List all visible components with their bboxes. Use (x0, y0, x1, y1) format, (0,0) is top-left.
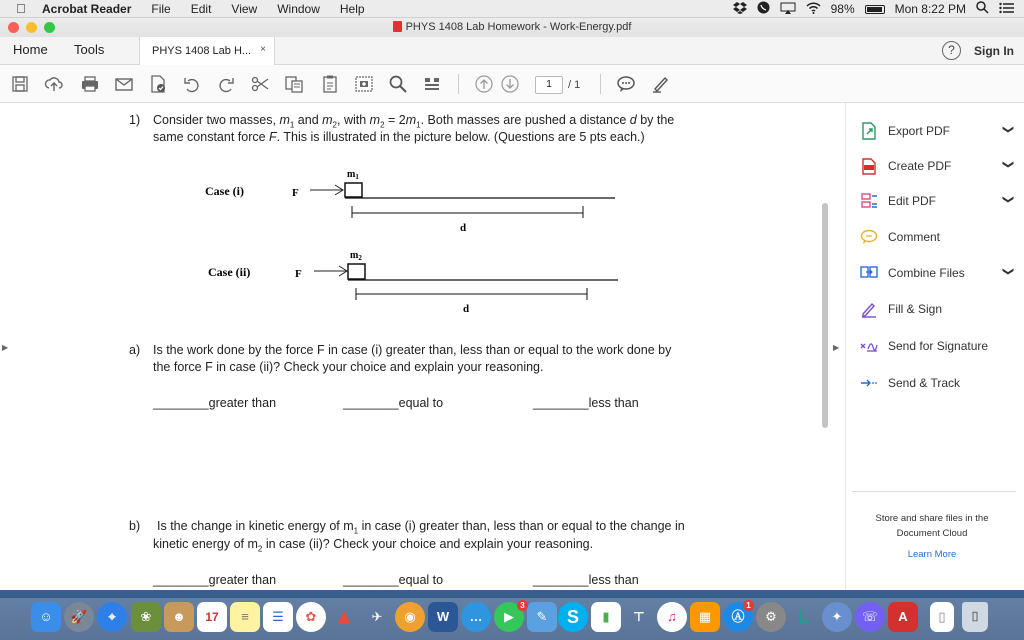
question-1-line1: Consider two masses, $m_1$ and $m_2$, with $m_2 = 2m_1$. Both masses are pushed a distance d by the (153, 113, 675, 130)
word-icon[interactable]: W (428, 602, 458, 632)
mass-2-block (348, 264, 365, 279)
distance-label-case-1: d (460, 222, 467, 234)
chevron-down-icon[interactable]: ❯ (1002, 124, 1015, 135)
comment-icon[interactable] (616, 74, 636, 94)
case-2-label: Case (ii) (208, 265, 251, 279)
fit-page-icon[interactable] (422, 74, 442, 94)
force-arrow-case-2 (314, 266, 347, 276)
tool-send-for-signature[interactable]: Send for Signature (858, 335, 1018, 357)
tool-comment[interactable]: Comment (858, 226, 1018, 248)
comment-icon (860, 228, 878, 246)
calendar-icon[interactable]: 17 (197, 602, 227, 632)
question-a-line1: Is the work done by the force F in case (i) greater than, less than or equal to the work done by (153, 343, 672, 357)
app-store-alt-icon[interactable]: Ⓐ (723, 602, 753, 632)
help-button[interactable]: ? (942, 41, 961, 60)
panel-divider (852, 491, 1016, 492)
lync-icon[interactable]: L (797, 606, 811, 628)
page-total: / 1 (568, 79, 581, 91)
learn-more-link[interactable]: Learn More (907, 549, 957, 560)
facetime-icon[interactable]: ▶ (494, 602, 524, 632)
tool-create-pdf[interactable]: Create PDF ❯ (858, 155, 1018, 177)
chrome-icon[interactable]: ◉ (395, 602, 425, 632)
menu-app-name[interactable]: Acrobat Reader (42, 1, 132, 16)
mass-1-block (345, 183, 362, 197)
choice-a-greater[interactable]: ________greater than (153, 396, 277, 410)
question-1-number: 1) (129, 113, 141, 127)
paste-icon[interactable] (320, 74, 340, 94)
pdf-file-icon (393, 21, 402, 32)
toolbar (0, 65, 1024, 103)
copy-icon[interactable] (284, 74, 304, 94)
vertical-scrollbar[interactable] (822, 203, 828, 428)
tab-tools[interactable]: Tools (74, 42, 105, 57)
dropbox-icon[interactable] (733, 2, 747, 17)
force-label-case-2: F (295, 268, 302, 280)
app-store-icon[interactable]: ✎ (527, 602, 557, 632)
previous-page-icon[interactable] (474, 74, 494, 94)
choice-b-equal[interactable]: ________equal to (343, 573, 444, 587)
distance-bracket-case-1 (352, 206, 583, 218)
tool-edit-pdf[interactable]: Edit PDF ❯ (858, 190, 1018, 212)
sign-document-icon[interactable] (148, 74, 168, 94)
force-diagram (190, 163, 630, 313)
app-icon[interactable]: ✈ (371, 609, 383, 624)
viber-icon[interactable] (757, 1, 770, 17)
battery-icon[interactable] (865, 5, 885, 14)
matlab-icon[interactable]: ▲ (333, 604, 355, 629)
save-icon[interactable] (10, 74, 30, 94)
chevron-down-icon[interactable]: ❯ (1002, 159, 1015, 170)
answer-blank: ________ (343, 573, 399, 587)
safari-icon[interactable]: ⌖ (97, 602, 127, 632)
question-a-number: a) (129, 343, 141, 357)
minimize-window-button[interactable] (26, 22, 37, 33)
trash-icon[interactable]: ⌷ (962, 602, 988, 632)
answer-blank: ________ (533, 396, 589, 410)
answer-blank: ________ (533, 573, 589, 587)
force-label-case-1: F (292, 187, 299, 199)
acrobat-icon[interactable]: A (888, 602, 918, 632)
export-pdf-icon (860, 122, 878, 140)
sign-in-button[interactable]: Sign In (974, 44, 1014, 58)
scissors-icon[interactable] (250, 74, 270, 94)
finder-icon[interactable]: ☺ (31, 602, 61, 632)
clock[interactable]: Mon 8:22 PM (894, 2, 966, 16)
photos-icon[interactable]: ✿ (296, 602, 326, 632)
page-number-input[interactable]: 1 (535, 76, 563, 94)
mass-2-label: $m_2$ (350, 250, 362, 262)
force-arrow-case-1 (310, 185, 343, 195)
toolbar-divider (458, 74, 459, 94)
chevron-down-icon[interactable]: ❯ (1002, 266, 1015, 277)
question-1-line2: same constant force F. This is illustrated in the picture below. (Questions are 5 pts each.) (153, 130, 645, 144)
tab-row (0, 37, 1024, 65)
case-1-label: Case (i) (205, 184, 244, 198)
choice-b-less[interactable]: ________less than (533, 573, 639, 587)
question-a-line2: the force F in case (ii)? Check your choice and explain your reasoning. (153, 360, 544, 374)
itunes-icon[interactable]: ♫ (657, 602, 687, 632)
skype-icon[interactable]: S (558, 602, 588, 632)
chevron-down-icon[interactable]: ❯ (1002, 194, 1015, 205)
email-icon[interactable] (114, 74, 134, 94)
status-area (733, 0, 1014, 18)
right-panel-toggle-icon[interactable]: ▶ (833, 343, 840, 352)
viber-app-icon[interactable]: ☏ (855, 602, 885, 632)
distance-bracket-case-2 (356, 288, 587, 300)
menu-help[interactable]: Help (339, 1, 365, 16)
document-view[interactable] (0, 103, 840, 590)
tool-export-pdf[interactable]: Export PDF ❯ (858, 120, 1018, 142)
battery-percent: 98% (830, 2, 855, 16)
highlight-pen-icon[interactable] (650, 74, 670, 94)
next-page-icon[interactable] (500, 74, 520, 94)
airplay-icon[interactable] (780, 2, 796, 17)
left-panel-toggle-icon[interactable]: ▶ (2, 343, 9, 352)
upload-cloud-icon[interactable] (44, 74, 64, 94)
redo-icon[interactable] (216, 74, 236, 94)
photo-app-icon[interactable]: ❀ (131, 602, 161, 632)
answer-blank: ________ (153, 396, 209, 410)
menu-file[interactable]: File (151, 1, 171, 16)
tool-send-track[interactable]: Send & Track (858, 372, 1018, 394)
system-preferences-icon[interactable]: ⚙ (756, 602, 786, 632)
mass-1-label: $m_1$ (347, 169, 359, 181)
answer-blank: ________ (343, 396, 399, 410)
tool-combine-files[interactable]: Combine Files ❯ (858, 262, 1018, 284)
document-stack-icon[interactable]: ▯ (930, 602, 954, 632)
choice-b-greater[interactable]: ________greater than (153, 573, 277, 587)
window-controls (8, 22, 55, 33)
menu-edit[interactable]: Edit (190, 1, 212, 16)
apple-icon[interactable] (16, 1, 30, 16)
choice-a-less[interactable]: ________less than (533, 396, 639, 410)
dock (0, 590, 1024, 640)
tab-document-label: PHYS 1408 Lab H... (152, 45, 252, 57)
question-b-line2: kinetic energy of $m_2$ in case (ii)? Check your choice and explain your reasoning. (153, 537, 594, 554)
document-cloud-promo: Store and share files in the Document Cloud (875, 513, 989, 539)
snapshot-icon[interactable] (354, 74, 374, 94)
print-icon[interactable] (80, 74, 100, 94)
question-b-number: b) (129, 519, 141, 533)
messages-icon[interactable]: … (461, 602, 491, 632)
wifi-icon[interactable] (806, 2, 821, 17)
app-icon[interactable]: ✦ (822, 602, 852, 632)
launchpad-icon[interactable]: 🚀 (64, 602, 94, 632)
notes-icon[interactable]: ≡ (230, 602, 260, 632)
battery-fill (867, 7, 883, 12)
update-badge: 1 (743, 600, 754, 611)
ibooks-icon[interactable]: ▦ (690, 602, 720, 632)
menubar (0, 0, 1024, 18)
notification-badge: 3 (517, 600, 528, 611)
zoom-window-button[interactable] (44, 22, 55, 33)
tab-document[interactable] (139, 37, 275, 65)
create-pdf-icon (860, 157, 878, 175)
question-b-line1: Is the change in kinetic energy of $m_1$ in case (i) greater than, less than or equal to the change in (157, 519, 685, 536)
menu-view[interactable]: View (231, 1, 258, 16)
edit-pdf-icon (860, 192, 878, 210)
tab-home[interactable]: Home (13, 42, 48, 57)
send-signature-icon (860, 337, 878, 355)
notification-center-icon[interactable] (999, 2, 1014, 17)
window-title: PHYS 1408 Lab Homework - Work-Energy.pdf (405, 21, 632, 33)
send-track-icon (860, 374, 878, 392)
fill-sign-icon (860, 300, 878, 318)
window-titlebar (0, 18, 1024, 37)
contacts-icon[interactable]: ☻ (164, 602, 194, 632)
tool-fill-sign[interactable]: Fill & Sign (858, 298, 1018, 320)
toolbar-divider (600, 74, 601, 94)
undo-icon[interactable] (182, 74, 202, 94)
distance-label-case-2: d (463, 303, 470, 315)
choice-a-equal[interactable]: ________equal to (343, 396, 444, 410)
combine-files-icon (860, 264, 878, 282)
close-window-button[interactable] (8, 22, 19, 33)
answer-blank: ________ (153, 573, 209, 587)
spotlight-icon[interactable] (976, 1, 989, 17)
search-icon[interactable] (388, 74, 408, 94)
numbers-icon[interactable]: ▮ (591, 602, 621, 632)
menu-window[interactable]: Window (277, 1, 320, 16)
close-tab-button[interactable]: × (260, 44, 266, 55)
keynote-icon[interactable]: ⊤ (633, 609, 645, 624)
reminders-icon[interactable]: ☰ (263, 602, 293, 632)
